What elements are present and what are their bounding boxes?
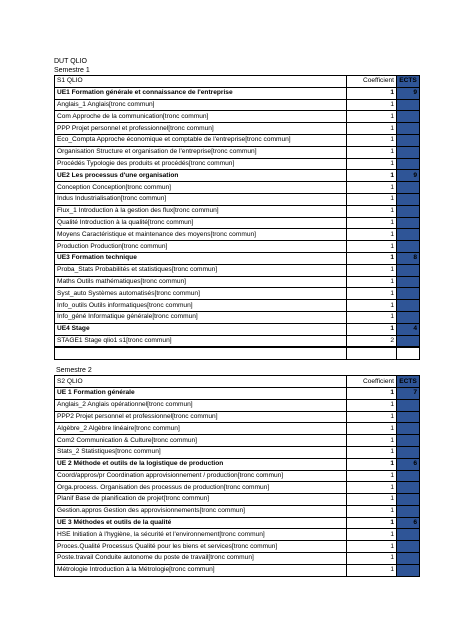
- row-ects: [397, 541, 420, 553]
- course-row: [55, 158, 420, 170]
- row-ects: [397, 217, 420, 229]
- row-label: UE 3 Méthodes et outils de la qualité: [55, 517, 347, 529]
- row-coefficient: 1: [347, 529, 397, 541]
- row-ects: [397, 123, 420, 135]
- row-label: Conception Conception[tronc commun]: [55, 182, 347, 194]
- row-ects: [397, 494, 420, 506]
- row-ects: [397, 446, 420, 458]
- row-ects: [397, 158, 420, 170]
- row-coefficient: 1: [347, 193, 397, 205]
- semester-2-title: Semestre 2: [56, 367, 92, 375]
- row-ects: [397, 288, 420, 300]
- row-coefficient: 1: [347, 170, 397, 182]
- row-label: Planif Base de planification de projet[tronc commun]: [55, 494, 347, 506]
- row-coefficient: 1: [347, 458, 397, 470]
- course-row: [55, 541, 420, 553]
- row-ects: [397, 229, 420, 241]
- row-coefficient: 1: [347, 158, 397, 170]
- row-ects: [397, 193, 420, 205]
- course-row: [55, 300, 420, 312]
- row-label: UE1 Formation générale et connaissance de l'entreprise: [55, 87, 347, 99]
- row-coefficient: 1: [347, 264, 397, 276]
- row-ects: [397, 435, 420, 447]
- row-ects: [397, 241, 420, 253]
- course-row: [55, 217, 420, 229]
- row-ects: [397, 264, 420, 276]
- ue-row: [55, 387, 420, 399]
- row-coefficient: 1: [347, 482, 397, 494]
- row-label: Eco_Compta Approche économique et comptable de l'entreprise[tronc commun]: [55, 134, 347, 146]
- row-label: Com Approche de la communication[tronc commun]: [55, 111, 347, 123]
- ue-row: [55, 517, 420, 529]
- row-ects: [397, 276, 420, 288]
- row-label: Com2 Communication & Culture[tronc commun]: [55, 435, 347, 447]
- row-label: Procédés Typologie des produits et procédés[tronc commun]: [55, 158, 347, 170]
- course-row: [55, 311, 420, 323]
- row-coefficient: 1: [347, 387, 397, 399]
- row-coefficient: 1: [347, 399, 397, 411]
- course-row: [55, 482, 420, 494]
- row-ects: [397, 505, 420, 517]
- row-coefficient: 1: [347, 241, 397, 253]
- course-row: [55, 111, 420, 123]
- semester-code: S1 QLIO: [55, 76, 347, 88]
- row-ects: [397, 482, 420, 494]
- row-coefficient: 1: [347, 323, 397, 335]
- row-coefficient: 1: [347, 423, 397, 435]
- ue-row: [55, 323, 420, 335]
- row-ects: [397, 470, 420, 482]
- row-ects: 6: [397, 517, 420, 529]
- row-coefficient: 1: [347, 134, 397, 146]
- row-coefficient: 1: [347, 182, 397, 194]
- row-ects: 8: [397, 252, 420, 264]
- row-ects: [397, 564, 420, 576]
- row-coefficient: 1: [347, 505, 397, 517]
- semester-code: S2 QLIO: [55, 376, 347, 388]
- semester-1-table: [54, 75, 420, 347]
- ue-row: [55, 87, 420, 99]
- row-coefficient: 1: [347, 435, 397, 447]
- course-row: [55, 553, 420, 565]
- row-coefficient: 1: [347, 494, 397, 506]
- row-label: Coord/appros/pr Coordination approvisionnement / production[tronc commun]: [55, 470, 347, 482]
- course-row: [55, 193, 420, 205]
- row-ects: [397, 411, 420, 423]
- row-ects: [397, 182, 420, 194]
- row-ects: [397, 529, 420, 541]
- row-label: Moyens Caractéristique et maintenance des moyens[tronc commun]: [55, 229, 347, 241]
- row-coefficient: 1: [347, 276, 397, 288]
- row-label: STAGE1 Stage qlio1 s1[tronc commun]: [55, 335, 347, 347]
- row-coefficient: 1: [347, 300, 397, 312]
- row-label: Production Production[tronc commun]: [55, 241, 347, 253]
- row-label: Syst_auto Systèmes automatisés[tronc commun]: [55, 288, 347, 300]
- row-coefficient: 1: [347, 541, 397, 553]
- course-row: [55, 529, 420, 541]
- row-coefficient: 1: [347, 205, 397, 217]
- ects-header: ECTS: [397, 376, 420, 388]
- course-row: [55, 264, 420, 276]
- row-label: Info_géné Informatique générale[tronc commun]: [55, 311, 347, 323]
- row-ects: 7: [397, 387, 420, 399]
- course-row: [55, 564, 420, 576]
- row-ects: 9: [397, 87, 420, 99]
- row-label: UE 1 Formation générale: [55, 387, 347, 399]
- course-row: [55, 229, 420, 241]
- row-ects: [397, 311, 420, 323]
- course-row: [55, 123, 420, 135]
- row-coefficient: 1: [347, 564, 397, 576]
- row-label: Poste.travail Conduite autonome du poste de travail[tronc commun]: [55, 553, 347, 565]
- row-label: Anglais_2 Anglais opérationnel[tronc commun]: [55, 399, 347, 411]
- course-row: [55, 470, 420, 482]
- row-coefficient: 1: [347, 517, 397, 529]
- course-row: [55, 335, 420, 347]
- row-ects: [397, 134, 420, 146]
- course-row: [55, 205, 420, 217]
- row-label: Info_outils Outils informatiques[tronc commun]: [55, 300, 347, 312]
- row-label: HSE Initiation à l'hygiène, la sécurité et l'environnement[tronc commun]: [55, 529, 347, 541]
- row-coefficient: 1: [347, 123, 397, 135]
- row-coefficient: 1: [347, 111, 397, 123]
- row-label: Algèbre_2 Algèbre linéaire[tronc commun]: [55, 423, 347, 435]
- row-coefficient: 1: [347, 311, 397, 323]
- coefficient-header: Coefficient: [347, 376, 397, 388]
- row-label: Orga.process. Organisation des processus de production[tronc commun]: [55, 482, 347, 494]
- row-label: Métrologie Introduction à la Métrologie[tronc commun]: [55, 564, 347, 576]
- course-row: [55, 134, 420, 146]
- semester-1-title: Semestre 1: [54, 67, 90, 74]
- course-row: [55, 241, 420, 253]
- blank-row: [55, 348, 420, 360]
- course-row: [55, 399, 420, 411]
- course-row: [55, 411, 420, 423]
- row-ects: 4: [397, 323, 420, 335]
- row-coefficient: 1: [347, 146, 397, 158]
- row-coefficient: 1: [347, 252, 397, 264]
- row-label: Gestion.appros Gestion des approvisionnements[tronc commun]: [55, 505, 347, 517]
- row-label: UE3 Formation technique: [55, 252, 347, 264]
- row-label: PPP2 Projet personnel et professionnel[tronc commun]: [55, 411, 347, 423]
- blank-separator-table: [54, 347, 420, 360]
- spreadsheet-page: [54, 57, 419, 577]
- row-ects: [397, 300, 420, 312]
- row-coefficient: 1: [347, 288, 397, 300]
- semester-2-table: [54, 375, 420, 577]
- row-ects: [397, 99, 420, 111]
- row-coefficient: 1: [347, 229, 397, 241]
- row-ects: [397, 146, 420, 158]
- row-label: Qualité Introduction à la qualité[tronc commun]: [55, 217, 347, 229]
- row-coefficient: 1: [347, 553, 397, 565]
- semester-1-header-row: [55, 76, 420, 88]
- course-row: [55, 446, 420, 458]
- course-row: [55, 182, 420, 194]
- course-row: [55, 99, 420, 111]
- ue-row: [55, 252, 420, 264]
- row-label: Maths Outils mathématiques[tronc commun]: [55, 276, 347, 288]
- row-coefficient: 1: [347, 446, 397, 458]
- row-label: Anglais_1 Anglais[tronc commun]: [55, 99, 347, 111]
- row-ects: [397, 423, 420, 435]
- coefficient-header: Coefficient: [347, 76, 397, 88]
- course-row: [55, 505, 420, 517]
- ue-row: [55, 170, 420, 182]
- blank-cell: [397, 348, 420, 360]
- program-title: DUT QLIO: [54, 58, 87, 65]
- row-label: Flux_1 Introduction à la gestion des flux[tronc commun]: [55, 205, 347, 217]
- blank-cell: [55, 348, 347, 360]
- row-label: Organisation Structure et organisation de l'entreprise[tronc commun]: [55, 146, 347, 158]
- row-ects: [397, 399, 420, 411]
- row-label: Stats_2 Statistiques[tronc commun]: [55, 446, 347, 458]
- row-ects: 6: [397, 458, 420, 470]
- blank-cell: [347, 348, 397, 360]
- row-ects: [397, 205, 420, 217]
- row-coefficient: 1: [347, 470, 397, 482]
- row-label: Indus Industrialisation[tronc commun]: [55, 193, 347, 205]
- row-ects: [397, 335, 420, 347]
- course-row: [55, 288, 420, 300]
- course-row: [55, 435, 420, 447]
- course-row: [55, 494, 420, 506]
- course-row: [55, 146, 420, 158]
- row-coefficient: 2: [347, 335, 397, 347]
- row-coefficient: 1: [347, 217, 397, 229]
- row-label: UE4 Stage: [55, 323, 347, 335]
- row-label: UE 2 Méthode et outils de la logistique de production: [55, 458, 347, 470]
- course-row: [55, 276, 420, 288]
- ue-row: [55, 458, 420, 470]
- course-row: [55, 423, 420, 435]
- semester-2-header-row: [55, 376, 420, 388]
- row-ects: [397, 553, 420, 565]
- row-coefficient: 1: [347, 99, 397, 111]
- row-label: Proba_Stats Probabilités et statistiques[tronc commun]: [55, 264, 347, 276]
- row-coefficient: 1: [347, 87, 397, 99]
- row-label: PPP Projet personnel et professionnel[tronc commun]: [55, 123, 347, 135]
- ects-header: ECTS: [397, 76, 420, 88]
- row-label: Proces.Qualité Processus Qualité pour les biens et services[tronc commun]: [55, 541, 347, 553]
- row-ects: 9: [397, 170, 420, 182]
- row-coefficient: 1: [347, 411, 397, 423]
- row-ects: [397, 111, 420, 123]
- row-label: UE2 Les processus d'une organisation: [55, 170, 347, 182]
